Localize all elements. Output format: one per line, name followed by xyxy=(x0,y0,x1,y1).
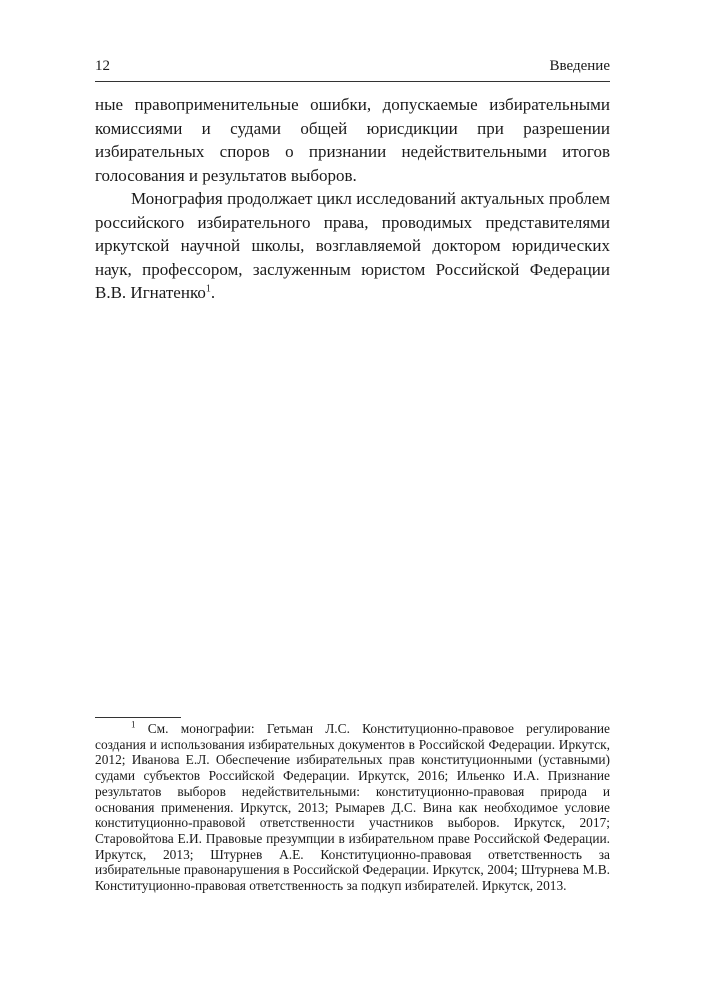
paragraph-continuation xyxy=(95,93,610,187)
footnote-text: См. монографии: Гетьман Л.С. Конституционно-правовое регулирование создания и использования избирательных документов в Российской Федерации. Иркутск, 2012; Иванова Е.Л. Обеспечение избирательных прав конституционными (уставными) судами субъектов Российской Федерации. Иркутск, 2016; Ильенко И.А. Признание результатов выборов недействительными: конституционно-правовая природа и основания применения. Иркутск, 2013; Рымарев Д.С. Вина как необходимое условие конституционно-правовой ответственности участников выборов. Иркутск, 2017; Старовойтова Е.И. Правовые презумпции в избирательном праве Российской Федерации. Иркутск, 2013; Штурнев А.Е. Конституционно-правовая ответственность за избирательные правонарушения в Российской Федерации. Иркутск, 2004; Штурнева М.В. Конституционно-правовая ответственность за подкуп избирателей. Иркутск, 2013. xyxy=(95,721,610,894)
page-header xyxy=(95,55,610,82)
footnote-reference[interactable]: 1 xyxy=(205,283,211,295)
footnote-marker: 1 xyxy=(131,719,136,730)
paragraph-monograph: Монография продолжает цикл исследований актуальных проблем российского избирательного права, проводимых представителями иркутской научной школы, возглавляемой доктором юридических наук, профессором, заслуженным юристом Российской Федерации В.В. Игнатенко$^1$. xyxy=(95,189,610,302)
page-number: 12 xyxy=(95,58,110,74)
footnote-divider xyxy=(95,717,181,718)
paragraph-2-text: Монография продолжает цикл исследований актуальных проблем российского избирательного права, проводимых представителями иркутской научной школы, возглавляемой доктором юридических наук, профессором, заслуженным юристом Российской Федерации В.В. Игнатенко xyxy=(95,189,610,302)
footnote xyxy=(95,721,610,894)
main-text xyxy=(95,93,610,305)
running-title: Введение xyxy=(549,58,610,74)
paragraph-1-text: ные правоприменительные ошибки, допускаемые избирательными комиссиями и судами общей юрисдикции при разрешении избирательных споров о признании недействительными итогов голосования и результатов выборов. xyxy=(95,95,610,185)
